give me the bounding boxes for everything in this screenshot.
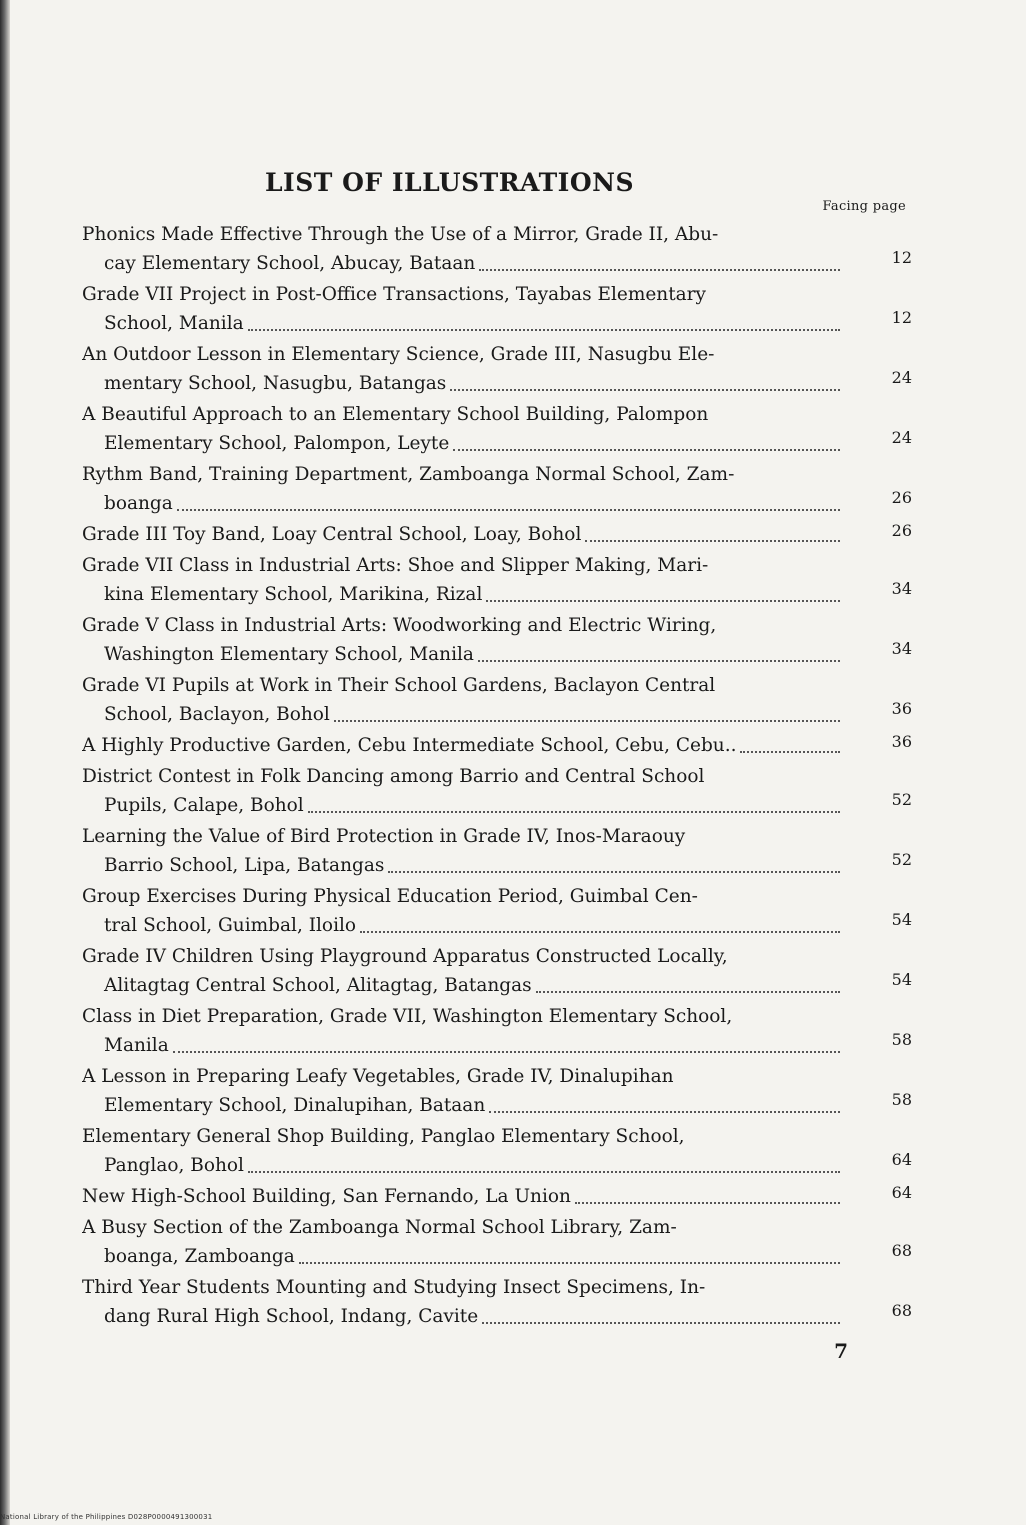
entry-caption-text: cay Elementary School, Abucay, Bataan <box>104 253 476 274</box>
entry-page-number: 68 <box>891 1301 912 1320</box>
entry-page-number: 36 <box>891 732 912 751</box>
dot-leader <box>575 1202 840 1204</box>
dot-leader <box>388 871 840 873</box>
entry-caption-line1: District Contest in Folk Dancing among Barrio and Central School <box>82 766 705 787</box>
entry-caption-line2 <box>82 791 840 820</box>
entry-page-number: 24 <box>891 368 912 387</box>
entry-caption-line1: Grade VII Project in Post-Office Transactions, Tayabas Elementary <box>82 284 706 305</box>
dot-leader <box>248 329 840 331</box>
entry-caption-line2 <box>82 429 840 458</box>
entry-caption-line1 <box>82 520 840 549</box>
entry-caption-text: boanga, Zamboanga <box>104 1246 295 1267</box>
entry-caption-text: mentary School, Nasugbu, Batangas <box>104 373 447 394</box>
dot-leader <box>450 389 840 391</box>
dot-leader <box>479 269 840 271</box>
entry-caption-line2 <box>82 249 840 278</box>
document-page <box>82 168 912 1363</box>
entry-caption-line2 <box>82 369 840 398</box>
entry-page-number: 52 <box>891 850 912 869</box>
entry-caption-text: School, Manila <box>104 313 244 334</box>
illustrations-list <box>82 220 912 1331</box>
entry-page-number: 64 <box>891 1183 912 1202</box>
entry-caption-text: tral School, Guimbal, Iloilo <box>104 915 357 936</box>
entry-page-number: 36 <box>891 699 912 718</box>
page-title: LIST OF ILLUSTRATIONS <box>264 168 635 197</box>
entry-caption-line2 <box>82 1242 840 1271</box>
entry-caption-line1: Rythm Band, Training Department, Zamboanga Normal School, Zam- <box>82 464 735 485</box>
illustration-entry <box>82 220 912 278</box>
entry-caption-line2 <box>82 1151 840 1180</box>
entry-caption-line2 <box>82 1091 840 1120</box>
entry-page-number: 34 <box>891 579 912 598</box>
dot-leader <box>489 1111 840 1113</box>
entry-caption-line2 <box>82 580 840 609</box>
illustration-entry <box>82 882 912 940</box>
entry-page-number: 34 <box>891 639 912 658</box>
entry-caption-line2 <box>82 309 840 338</box>
dot-leader <box>740 751 840 753</box>
illustration-entry <box>82 1122 912 1180</box>
entry-caption-line1: Grade V Class in Industrial Arts: Woodworking and Electric Wiring, <box>82 615 717 636</box>
entry-caption-text: boanga <box>104 493 173 514</box>
entry-page-number: 64 <box>891 1150 912 1169</box>
dot-leader <box>360 931 840 933</box>
entry-page-number: 26 <box>891 521 912 540</box>
illustration-entry <box>82 1213 912 1271</box>
entry-caption-line1: Class in Diet Preparation, Grade VII, Washington Elementary School, <box>82 1006 733 1027</box>
entry-page-number: 12 <box>891 308 912 327</box>
entry-page-number: 54 <box>891 970 912 989</box>
entry-caption-line1: A Beautiful Approach to an Elementary School Building, Palompon <box>82 404 709 425</box>
entry-caption-line1: Group Exercises During Physical Education Period, Guimbal Cen- <box>82 886 698 907</box>
dot-leader <box>173 1051 840 1053</box>
entry-caption-line1: Grade VII Class in Industrial Arts: Shoe and Slipper Making, Mari- <box>82 555 709 576</box>
entry-caption-text: Pupils, Calape, Bohol <box>104 795 304 816</box>
entry-caption-line1: A Lesson in Preparing Leafy Vegetables, Grade IV, Dinalupihan <box>82 1066 674 1087</box>
entry-page-number: 58 <box>891 1090 912 1109</box>
entry-caption-line1: An Outdoor Lesson in Elementary Science, Grade III, Nasugbu Ele- <box>82 344 715 365</box>
illustration-entry <box>82 520 912 549</box>
entry-caption-line1 <box>82 731 840 760</box>
entry-page-number: 58 <box>891 1030 912 1049</box>
illustration-entry <box>82 551 912 609</box>
entry-caption-line2 <box>82 640 840 669</box>
entry-caption-text: dang Rural High School, Indang, Cavite <box>104 1306 479 1327</box>
illustration-entry <box>82 822 912 880</box>
entry-caption-line2 <box>82 700 840 729</box>
dot-leader <box>308 811 840 813</box>
entry-caption-text: Manila <box>104 1035 169 1056</box>
entry-caption-text: A Highly Productive Garden, Cebu Intermediate School, Cebu, Cebu.. <box>82 735 737 756</box>
illustration-entry <box>82 280 912 338</box>
entry-caption-text: Washington Elementary School, Manila <box>104 644 474 665</box>
entry-caption-line2 <box>82 489 840 518</box>
illustration-entry <box>82 731 912 760</box>
illustration-entry <box>82 942 912 1000</box>
entry-caption-text: Elementary School, Palompon, Leyte <box>104 433 450 454</box>
entry-caption-line1: A Busy Section of the Zamboanga Normal School Library, Zam- <box>82 1217 677 1238</box>
entry-caption-text: Panglao, Bohol <box>104 1155 244 1176</box>
facing-page-label: Facing page <box>822 199 906 214</box>
page-number: 7 <box>834 1339 848 1363</box>
dot-leader <box>486 600 840 602</box>
illustration-entry <box>82 1062 912 1120</box>
illustration-entry <box>82 460 912 518</box>
entry-caption-line2 <box>82 1031 840 1060</box>
dot-leader <box>453 449 840 451</box>
entry-caption-line1: Grade IV Children Using Playground Apparatus Constructed Locally, <box>82 946 728 967</box>
illustration-entry <box>82 340 912 398</box>
entry-caption-text: Elementary School, Dinalupihan, Bataan <box>104 1095 486 1116</box>
dot-leader <box>334 720 840 722</box>
entry-page-number: 24 <box>891 428 912 447</box>
illustration-entry <box>82 1182 912 1211</box>
entry-caption-line1: Learning the Value of Bird Protection in Grade IV, Inos-Maraouy <box>82 826 686 847</box>
entry-caption-line1: Elementary General Shop Building, Panglao Elementary School, <box>82 1126 685 1147</box>
illustration-entry <box>82 1002 912 1060</box>
entry-caption-line1: Phonics Made Effective Through the Use of a Mirror, Grade II, Abu- <box>82 224 719 245</box>
illustration-entry <box>82 611 912 669</box>
entry-caption-line2 <box>82 1302 840 1331</box>
illustration-entry <box>82 400 912 458</box>
entry-caption-line1 <box>82 1182 840 1211</box>
illustration-entry <box>82 671 912 729</box>
entry-caption-text: Barrio School, Lipa, Batangas <box>104 855 385 876</box>
dot-leader <box>248 1171 840 1173</box>
entry-caption-line1: Grade VI Pupils at Work in Their School Gardens, Baclayon Central <box>82 675 716 696</box>
dot-leader <box>585 540 840 542</box>
illustration-entry <box>82 1273 912 1331</box>
book-spine-shadow <box>0 0 10 1525</box>
entry-caption-text: New High-School Building, San Fernando, La Union <box>82 1186 571 1207</box>
dot-leader <box>478 660 840 662</box>
entry-caption-text: Alitagtag Central School, Alitagtag, Batangas <box>104 975 532 996</box>
entry-page-number: 26 <box>891 488 912 507</box>
entry-caption-text: School, Baclayon, Bohol <box>104 704 330 725</box>
entry-caption-line2 <box>82 851 840 880</box>
dot-leader <box>536 991 840 993</box>
entry-page-number: 68 <box>891 1241 912 1260</box>
entry-caption-line1: Third Year Students Mounting and Studying Insect Specimens, In- <box>82 1277 706 1298</box>
entry-page-number: 12 <box>891 248 912 267</box>
entry-caption-text: Grade III Toy Band, Loay Central School, Loay, Bohol <box>82 524 582 545</box>
entry-caption-text: kina Elementary School, Marikina, Rizal <box>104 584 483 605</box>
dot-leader <box>299 1262 840 1264</box>
footer-credit: National Library of the Philippines D028P0000491300031 <box>0 1513 213 1521</box>
entry-page-number: 54 <box>891 910 912 929</box>
illustration-entry <box>82 762 912 820</box>
dot-leader <box>177 509 840 511</box>
dot-leader <box>482 1322 840 1324</box>
entry-caption-line2 <box>82 971 840 1000</box>
entry-caption-line2 <box>82 911 840 940</box>
entry-page-number: 52 <box>891 790 912 809</box>
